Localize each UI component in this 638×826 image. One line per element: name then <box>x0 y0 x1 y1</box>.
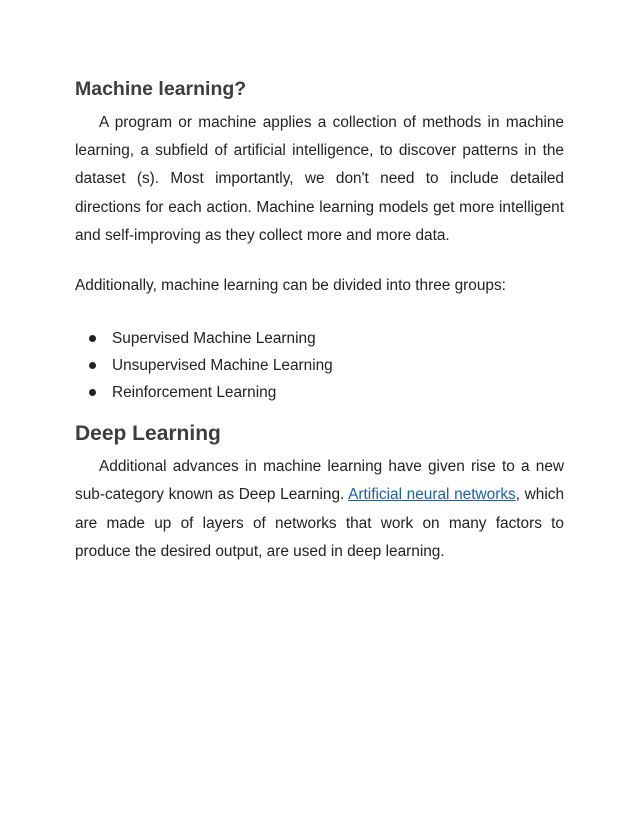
list-item <box>89 352 564 379</box>
list-item-label: Unsupervised Machine Learning <box>112 357 333 375</box>
list-item-label: Supervised Machine Learning <box>112 330 316 348</box>
ml-groups-list <box>75 325 564 406</box>
list-item <box>89 379 564 406</box>
groups-intro-paragraph: Additionally, machine learning can be divided into three groups: <box>75 277 506 295</box>
bullet-icon <box>89 389 96 396</box>
machine-learning-paragraph: A program or machine applies a collection of methods in machine learning, a subfield of artificial intelligence, to discover patterns in the dataset (s). Most importantly, we don't need to include detailed directions for each action. Machine learning models get more intelligent and self-improving as they collect more and more data. <box>75 114 564 244</box>
machine-learning-heading: Machine learning? <box>75 78 247 100</box>
deep-learning-paragraph <box>75 453 564 566</box>
deep-learning-heading: Deep Learning <box>75 422 221 446</box>
deep-learning-text-after-link: , which are made up of layers of networks that work on many factors to produce the desired output, are used in deep learning. <box>75 486 565 560</box>
artificial-neural-networks-link[interactable]: Artificial neural networks <box>348 486 516 504</box>
list-item <box>89 325 564 352</box>
list-item-label: Reinforcement Learning <box>112 384 277 402</box>
bullet-icon <box>89 335 96 342</box>
deep-learning-text-before-link: Additional advances in machine learning have given rise to a new sub-category known as Deep Learning. <box>75 458 564 504</box>
bullet-icon <box>89 362 96 369</box>
